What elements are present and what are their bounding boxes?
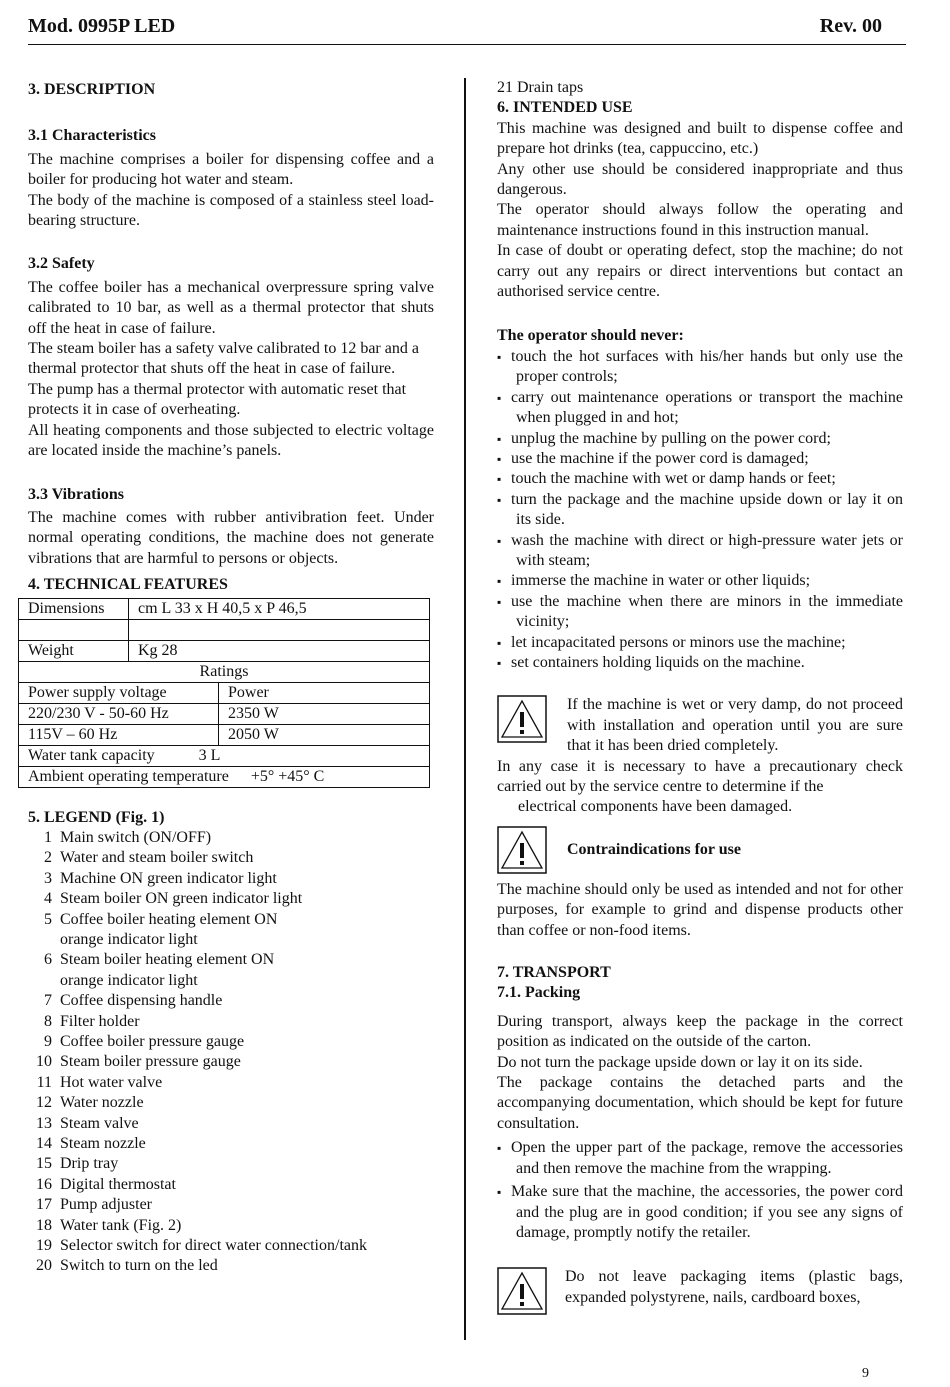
transport-title: 7. TRANSPORT — [497, 964, 611, 982]
legend-text: Digital thermostat — [60, 1175, 176, 1193]
tank-row — [19, 745, 430, 766]
safety-text-3: The pump has a thermal protector with automatic reset that protects it in case of overheating. — [28, 380, 407, 419]
warning-wet — [497, 695, 903, 756]
never-item: ▪ immerse the machine in water or other liquids; — [497, 571, 903, 591]
legend-text: Selector switch for direct water connection/tank — [60, 1237, 367, 1255]
legend-item — [28, 1154, 434, 1174]
legend-number: 13 — [36, 1114, 52, 1132]
legend-item — [28, 1216, 434, 1236]
legend-text: Steam nozzle — [60, 1135, 146, 1153]
never-item: ▪ touch the machine with wet or damp hands or feet; — [497, 469, 903, 489]
legend-text: Filter holder — [60, 1012, 140, 1030]
power-1: 2350 W — [219, 703, 430, 724]
legend-number: 18 — [36, 1216, 52, 1234]
never-item: ▪ use the machine when there are minors in the immediate vicinity; — [497, 592, 903, 631]
never-list — [497, 347, 903, 674]
bullet-icon: ▪ — [497, 594, 502, 609]
legend-text: Switch to turn on the led — [60, 1257, 218, 1275]
page-header — [28, 16, 906, 45]
ambient-label: Ambient operating temperature — [28, 767, 229, 785]
transport-bullets — [497, 1138, 903, 1179]
dimensions-label: Dimensions — [19, 598, 129, 619]
contra-text: The machine should only be used as intended and not for other purposes, for example to grind and dispense products other than coffee or non-food items. — [497, 880, 903, 939]
legend-number: 3 — [44, 869, 52, 887]
bullet-icon: ▪ — [497, 390, 502, 405]
legend-item — [28, 1114, 434, 1134]
legend-text: Main switch (ON/OFF) — [60, 828, 212, 846]
legend-text: Water tank (Fig. 2) — [60, 1216, 182, 1234]
legend-number: 14 — [36, 1135, 52, 1153]
legend-item — [28, 991, 434, 1011]
legend-number: 9 — [44, 1033, 52, 1050]
power-2: 2050 W — [219, 724, 430, 745]
legend-text: Coffee boiler pressure gauge — [60, 1033, 245, 1050]
legend-item-21: 21 Drain taps — [497, 79, 584, 96]
legend-item — [28, 1195, 434, 1215]
voltage-2: 115V – 60 Hz — [19, 724, 219, 745]
legend-text-cont: orange indicator light — [60, 971, 198, 989]
weight-label: Weight — [19, 640, 129, 661]
warning-wet-after: In any case it is necessary to have a precautionary check carried out by the service centre to determine if the — [497, 757, 903, 795]
safety-text-1: The coffee boiler has a mechanical overpressure spring valve calibrated to 10 bar, as well as a thermal protector that shuts off the heat in case of failure. — [28, 278, 434, 337]
bullet-icon: ▪ — [497, 492, 502, 507]
packing-heading: 7.1. Packing — [497, 984, 581, 1002]
safety-text-4: All heating components and those subjected to electric voltage are located inside the machine’s panels. — [28, 421, 434, 460]
legend-item — [28, 1052, 434, 1072]
weight-value: Kg 28 — [129, 640, 430, 661]
transport-p3: The package contains the detached parts and the accompanying documentation, which should be kept for future consultation. — [497, 1074, 903, 1132]
warning-icon — [497, 1267, 547, 1315]
legend-item — [28, 828, 434, 848]
characteristics-heading: 3.1 Characteristics — [28, 127, 156, 145]
revision: Rev. 00 — [819, 15, 882, 37]
legend-title: 5. LEGEND (Fig. 1) — [28, 808, 165, 826]
ambient-value: +5° +45° C — [250, 767, 325, 785]
legend-item — [28, 1093, 434, 1113]
legend-item — [28, 1256, 434, 1276]
warning-wet-text: If the machine is wet or very damp, do not proceed with installation and operation until you are sure that it has been dried completely. — [567, 696, 903, 755]
bullet-icon: ▪ — [497, 574, 502, 589]
characteristics-text-1: The machine comprises a boiler for dispensing coffee and a boiler for producing hot water and steam. — [28, 150, 434, 189]
power-label: Power — [219, 682, 430, 703]
technical-title: 4. TECHNICAL FEATURES — [28, 576, 228, 594]
intended-use-p3: The operator should always follow the operating and maintenance instructions found in this instruction manual. — [497, 201, 903, 239]
legend-number: 15 — [36, 1155, 52, 1173]
transport-bullet-1: ▪ Open the upper part of the package, remove the accessories and then remove the machine from the wrapping. — [497, 1139, 903, 1177]
legend-text: Water and steam boiler switch — [60, 849, 254, 867]
legend-number: 11 — [36, 1073, 52, 1091]
warning-icon — [497, 826, 547, 874]
column-divider — [464, 78, 466, 1340]
legend-list — [28, 828, 434, 1277]
section-description-title: 3. DESCRIPTION — [28, 81, 156, 98]
legend-number: 6 — [44, 951, 52, 969]
legend-number: 12 — [36, 1094, 52, 1112]
legend-text: Steam valve — [60, 1114, 139, 1132]
right-column — [497, 78, 903, 1315]
tank-label: Water tank capacity — [28, 746, 155, 764]
contra-title: Contraindications for use — [567, 840, 741, 858]
intended-use-p4: In case of doubt or operating defect, stop the machine; do not carry out any repairs or direct interventions but contact an authorised service centre. — [497, 242, 903, 301]
never-item: ▪ carry out maintenance operations or transport the machine when plugged in and hot; — [497, 388, 903, 427]
intended-use-p2: Any other use should be considered inappropriate and thus dangerous. — [497, 160, 903, 199]
legend-item — [28, 950, 434, 970]
legend-number: 7 — [44, 992, 52, 1010]
legend-text-cont: orange indicator light — [60, 930, 198, 948]
left-column — [28, 80, 434, 1277]
legend-number: 8 — [44, 1012, 52, 1030]
legend-number: 1 — [44, 828, 52, 846]
bullet-icon: ▪ — [497, 472, 502, 487]
safety-heading: 3.2 Safety — [28, 255, 95, 273]
bullet-icon: ▪ — [497, 533, 502, 548]
never-item: ▪ use the machine if the power cord is damaged; — [497, 449, 903, 469]
ratings-label: Ratings — [19, 661, 430, 682]
technical-table — [18, 598, 430, 788]
bullet-icon: ▪ — [497, 655, 502, 670]
bullet-icon: ▪ — [497, 349, 502, 364]
never-item: ▪ unplug the machine by pulling on the power cord; — [497, 429, 903, 449]
legend-text: Drip tray — [60, 1155, 119, 1173]
voltage-1: 220/230 V - 50-60 Hz — [19, 703, 219, 724]
power-supply-label: Power supply voltage — [19, 682, 219, 703]
intended-use-title: 6. INTENDED USE — [497, 99, 633, 117]
legend-text: Steam boiler ON green indicator light — [60, 890, 303, 908]
vibrations-text: The machine comes with rubber antivibration feet. Under normal operating conditions, the machine does not generate vibrations that are harmful to persons or objects. — [28, 508, 434, 567]
bullet-icon: ▪ — [497, 431, 502, 446]
legend-text: Pump adjuster — [60, 1196, 152, 1214]
intended-use-p1: This machine was designed and built to dispense coffee and prepare hot drinks (tea, cappuccino, etc.) — [497, 119, 903, 158]
dimensions-value: cm L 33 x H 40,5 x P 46,5 — [129, 598, 430, 619]
bullet-icon: ▪ — [497, 451, 502, 466]
legend-item — [28, 1175, 434, 1195]
never-item: ▪ turn the package and the machine upside down or lay it on its side. — [497, 490, 903, 529]
transport-p1: During transport, always keep the package in the correct position as indicated on the outside of the carton. — [497, 1012, 903, 1051]
never-item: ▪ let incapacitated persons or minors use the machine; — [497, 633, 903, 653]
legend-number: 10 — [36, 1053, 52, 1071]
legend-text: Steam boiler pressure gauge — [60, 1053, 241, 1071]
transport-bullet-2: ▪ Make sure that the machine, the accessories, the power cord and the plug are in good condition; if you see any signs of damage, promptly notify the retailer. — [497, 1183, 903, 1241]
ambient-row — [19, 766, 430, 787]
legend-item — [28, 869, 434, 889]
never-item: ▪ wash the machine with direct or high-pressure water jets or with steam; — [497, 531, 903, 569]
tank-value: 3 L — [198, 746, 221, 764]
legend-number: 2 — [44, 849, 52, 867]
transport-p2: Do not turn the package upside down or lay it on its side. — [497, 1053, 863, 1071]
legend-text: Water nozzle — [60, 1094, 144, 1112]
bullet-icon: ▪ — [497, 635, 502, 650]
characteristics-text-2: The body of the machine is composed of a stainless steel load-bearing structure. — [28, 191, 434, 230]
legend-text: Hot water valve — [60, 1073, 163, 1091]
never-item: ▪ set containers holding liquids on the machine. — [497, 653, 903, 673]
legend-item — [28, 848, 434, 868]
warning-icon — [497, 695, 547, 743]
legend-item — [28, 1012, 434, 1032]
legend-item — [28, 910, 434, 930]
legend-item — [28, 1073, 434, 1093]
legend-number: 17 — [36, 1196, 52, 1214]
legend-text: Coffee boiler heating element ON — [60, 910, 278, 928]
warning-wet-after-cont: electrical components have been damaged. — [518, 798, 793, 816]
legend-text: Coffee dispensing handle — [60, 992, 223, 1010]
legend-item — [28, 889, 434, 909]
contraindications — [497, 826, 903, 874]
model-title: Mod. 0995P LED — [28, 15, 176, 37]
safety-text-2: The steam boiler has a safety valve calibrated to 12 bar and a thermal protector that shuts off the heat in case of failure. — [28, 340, 419, 378]
warning-packaging-text: Do not leave packaging items (plastic bags, expanded polystyrene, nails, cardboard boxes, — [565, 1268, 903, 1306]
legend-number: 5 — [44, 910, 52, 928]
legend-item — [28, 1134, 434, 1154]
vibrations-heading: 3.3 Vibrations — [28, 485, 125, 503]
legend-number: 20 — [36, 1257, 52, 1275]
legend-text: Machine ON green indicator light — [60, 869, 277, 887]
legend-text: Steam boiler heating element ON — [60, 951, 275, 969]
legend-number: 4 — [44, 890, 52, 908]
never-title: The operator should never: — [497, 327, 684, 345]
never-item: ▪ touch the hot surfaces with his/her hands but only use the proper controls; — [497, 347, 903, 386]
warning-packaging — [497, 1267, 903, 1315]
page-number: 9 — [862, 1366, 869, 1381]
legend-item — [28, 1236, 434, 1256]
legend-number: 16 — [36, 1175, 52, 1193]
legend-number: 19 — [36, 1237, 52, 1255]
legend-item — [28, 1032, 434, 1052]
